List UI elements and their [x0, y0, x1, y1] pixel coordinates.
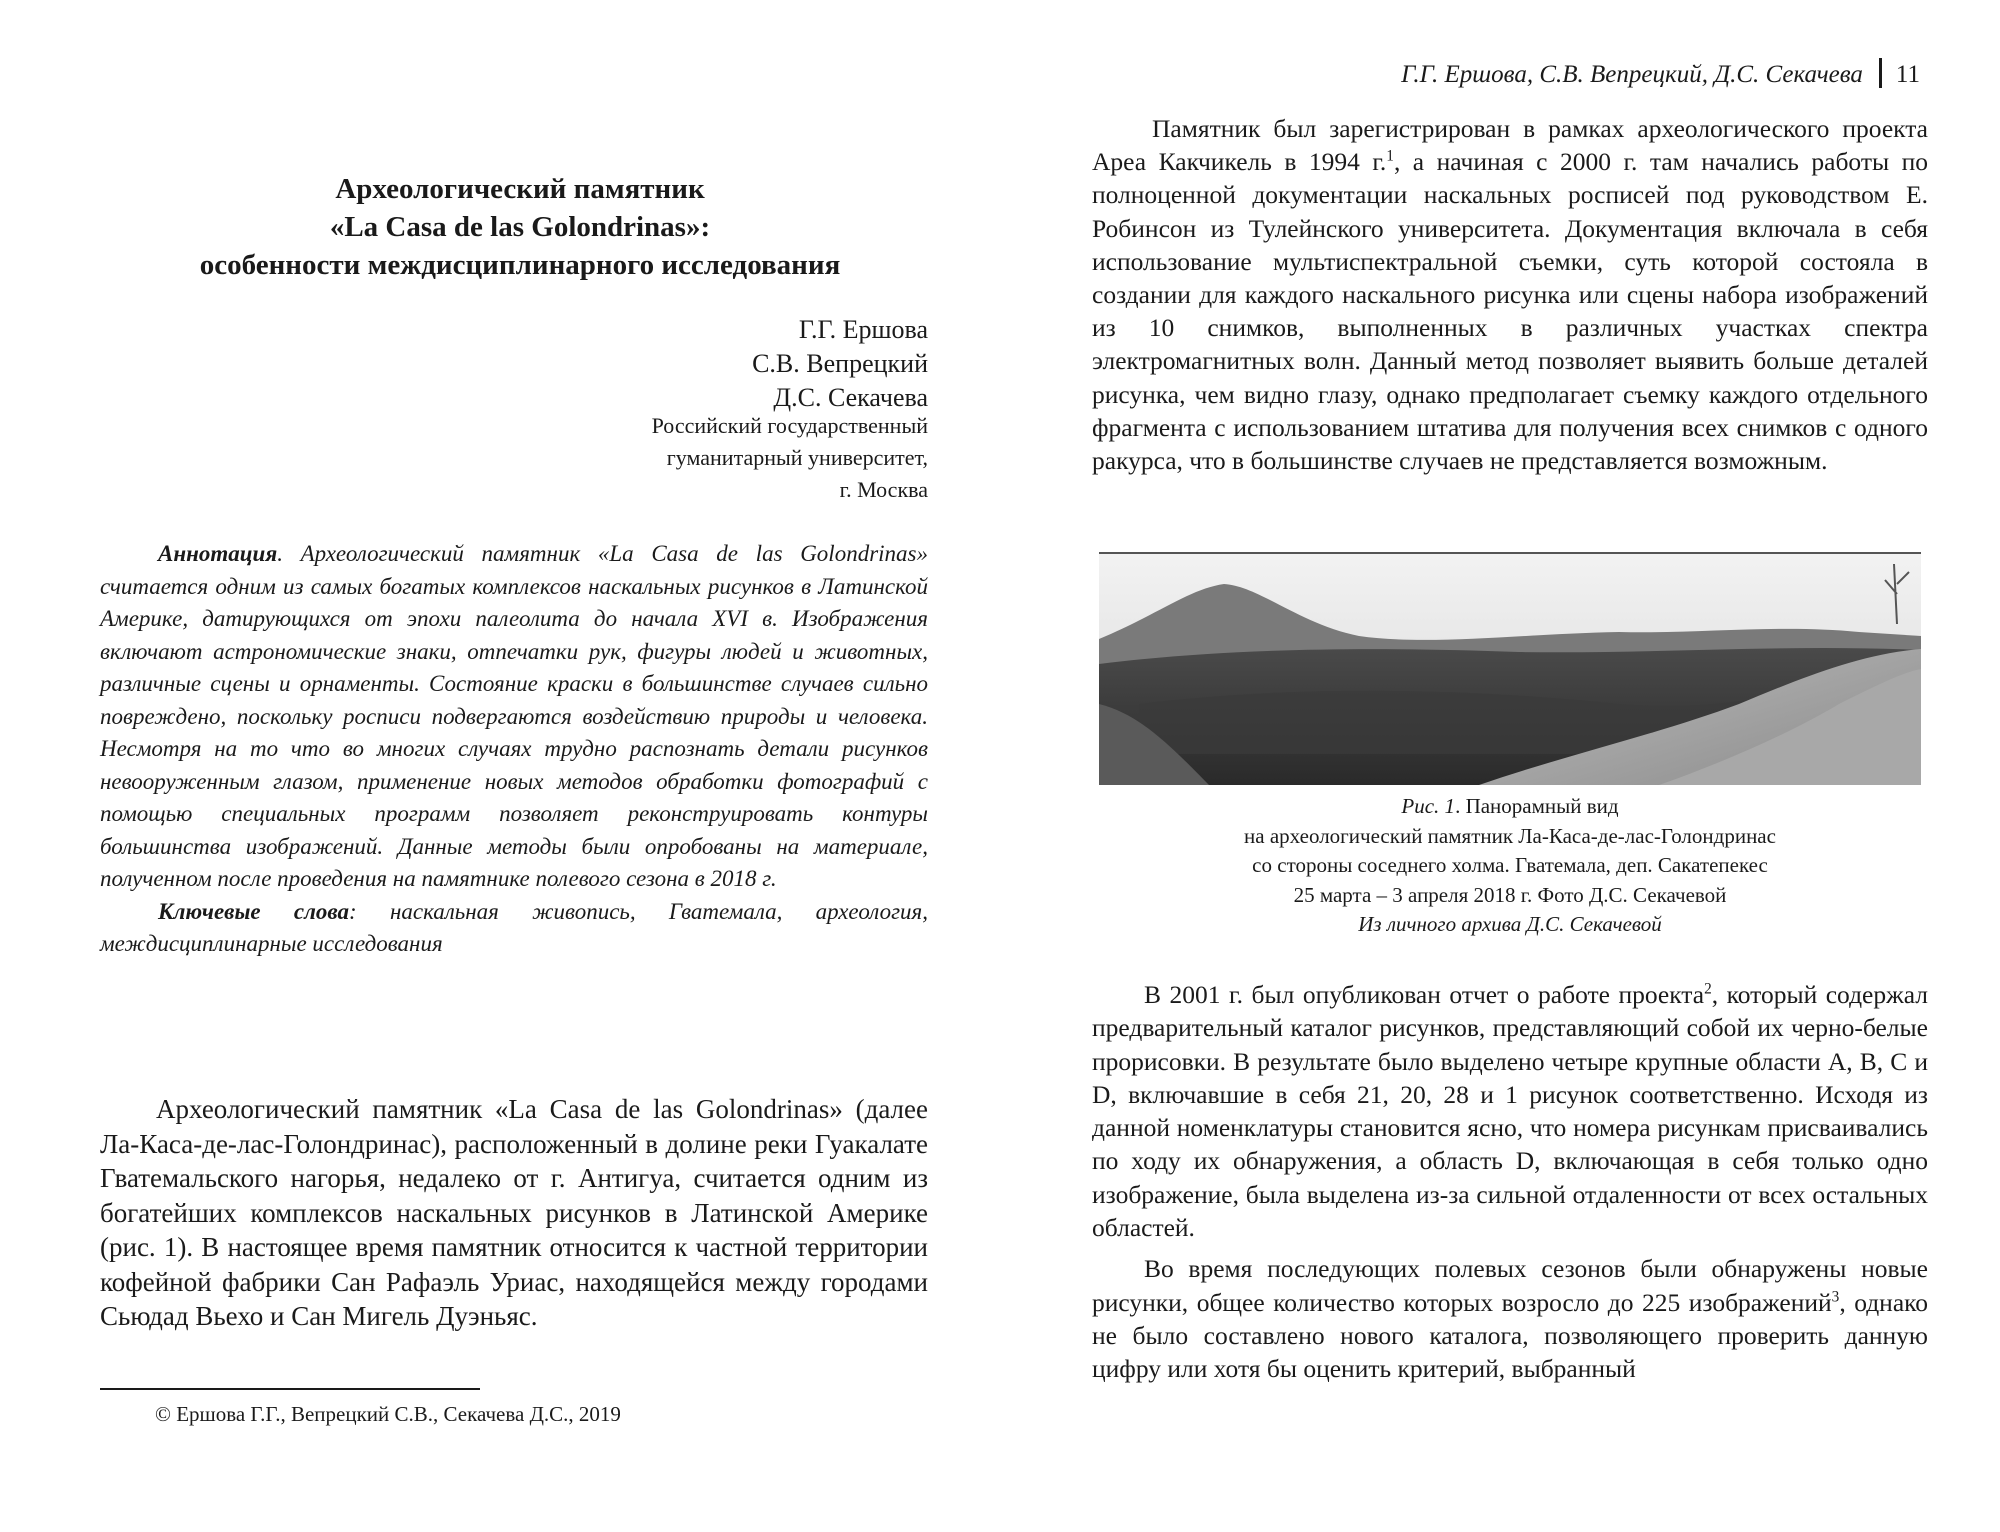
paragraph-3-text-a: Во время последующих полевых сезонов были обнаружены новые рисунки, общее количество которых возросло до 225 изображений: [1092, 1254, 1928, 1317]
abstract: [100, 538, 928, 961]
keywords-paragraph: [100, 896, 928, 961]
abstract-paragraph: [100, 538, 928, 896]
caption-label: Рис. 1: [1401, 794, 1456, 818]
intro-paragraph: Археологический памятник «La Casa de las Golondrinas» (далее Ла-Каса-де-лас-Голондринас), расположенный в долине реки Гуакалате Гватемальского нагорья, недалеко от г. Антигуа, считается одним из богатейших комплексов наскальных рисунков в Латинской Америке (рис. 1). В настоящее время памятник относится к частной территории кофейной фабрики Сан Рафаэль Уриас, находящейся между городами Сьюдад Вьехо и Сан Мигель Дуэньяс.: [100, 1094, 928, 1331]
paragraph-1-text-a: Памятник был зарегистрирован в рамках археологического проекта Ареа Какчикель в 1994 г.: [1092, 114, 1928, 177]
caption-line-1-text: . Панорамный вид: [1455, 794, 1619, 818]
paragraph-3-text-b: , однако не было составлено нового каталога, позволяющего проверить данную цифру или хотя бы оценить критерий, выбранный: [1092, 1287, 1928, 1384]
right-page: [1000, 0, 2000, 1532]
footnote-ref-3: 3: [1831, 1288, 1840, 1306]
footnote-ref-1: 1: [1386, 147, 1394, 165]
affiliation-line-1: Российский государственный: [651, 413, 928, 438]
paragraph-2: [1092, 978, 1928, 1244]
caption-line-1: [1099, 792, 1921, 822]
title-line-3: особенности междисциплинарного исследования: [199, 249, 841, 281]
keywords-label: Ключевые слова: [158, 898, 350, 924]
author-3: Д.С. Секачева: [773, 383, 928, 412]
caption-line-5: Из личного архива Д.С. Секачевой: [1358, 912, 1662, 936]
caption-line-2: на археологический памятник Ла-Каса-де-лас-Голондринас: [1244, 823, 1776, 848]
paragraph-2-text-a: В 2001 г. был опубликован отчет о работе проекта: [1144, 980, 1705, 1009]
author-list: [752, 313, 928, 415]
copyright-footnote: © Ершова Г.Г., Вепрецкий С.В., Секачева Д.С., 2019: [155, 1402, 621, 1426]
right-body-top: [1092, 112, 1928, 477]
paragraph-2-text-b: , который содержал предварительный каталог рисунков, представляющий собой их черно-белые прорисовки. В результате было выделено четыре крупные области A, B, C и D, включавшие в себя 21, 20, 28 и 1 рисунок соответственно. Исходя из данной номенклатуры становится ясно, что номера рисункам присваивались по ходу их обнаружения, а область D, включающая в себя только одно изображение, была выделена из-за сильной отдаленности от всех остальных областей.: [1092, 980, 1928, 1243]
title-line-1: Археологический памятник: [335, 173, 705, 205]
figure-caption: [1099, 792, 1921, 940]
page-number: 11: [1895, 61, 1920, 88]
affiliation-line-3: г. Москва: [839, 477, 928, 502]
paragraph-3: [1092, 1252, 1928, 1385]
title-line-2: «La Casa de las Golondrinas»:: [329, 211, 711, 243]
caption-line-4: 25 марта – 3 апреля 2018 г. Фото Д.С. Секачевой: [1293, 882, 1727, 907]
panorama-photo-graphic: [1099, 554, 1921, 785]
article-title: [110, 170, 930, 284]
panorama-photo: [1099, 552, 1921, 785]
right-body-bottom: [1092, 978, 1928, 1386]
paragraph-1: [1092, 112, 1928, 477]
paragraph-1-text-b: , а начиная с 2000 г. там начались работы по полноценной документации наскальных росписей под руководством Е. Робинсон из Тулейнского университета. Документация включала в себя использование мультиспектральной съемки, суть которой состояла в создании для каждого наскального рисунка или сцены набора изображений из 10 снимков, выполненных в различных участках спектра электромагнитных волн. Данный метод позволяет выявить больше деталей рисунка, чем видно глазу, однако предполагает съемку каждого отдельного фрагмента с использованием штатива для получения всех снимков с одного ракурса, что в большинстве случаев не представляется возможным.: [1092, 147, 1928, 476]
caption-line-3: со стороны соседнего холма. Гватемала, деп. Сакатепекес: [1252, 853, 1768, 877]
footnote-ref-2: 2: [1704, 980, 1712, 998]
abstract-label: Аннотация: [158, 541, 278, 566]
header-separator: [1879, 58, 1882, 88]
footnote-divider: [100, 1388, 480, 1390]
affiliation-line-2: гуманитарный университет,: [666, 445, 928, 470]
abstract-text: . Археологический памятник «La Casa de las Golondrinas» считается одним из самых богатых комплексов наскальных рисунков в Латинской Америке, датирующихся от эпохи палеолита до начала XVI в. Изображения включают астрономические знаки, отпечатки рук, фигуры людей и животных, различные сцены и орнаменты. Состояние краски в большинстве случаев сильно повреждено, поскольку росписи подвергаются воздействию природы и человека. Несмотря на то что во многих случаях трудно распознать детали рисунков невооруженным глазом, применение новых методов обработки фотографий с помощью специальных программ позволяет реконструировать контуры большинства изображений. Данные методы были опробованы на материале, полученном после проведения на памятнике полевого сезона в 2018 г.: [100, 541, 928, 891]
affiliation: [652, 410, 928, 506]
author-2: С.В. Вепрецкий: [752, 349, 928, 378]
left-body-text: [100, 1092, 928, 1334]
running-header-authors: Г.Г. Ершова, С.В. Вепрецкий, Д.С. Секачева: [1401, 61, 1863, 88]
author-1: Г.Г. Ершова: [798, 315, 928, 344]
running-header: [1080, 58, 1920, 89]
keywords-text: : наскальная живопись, Гватемала, археология, междисциплинарные исследования: [100, 898, 928, 956]
